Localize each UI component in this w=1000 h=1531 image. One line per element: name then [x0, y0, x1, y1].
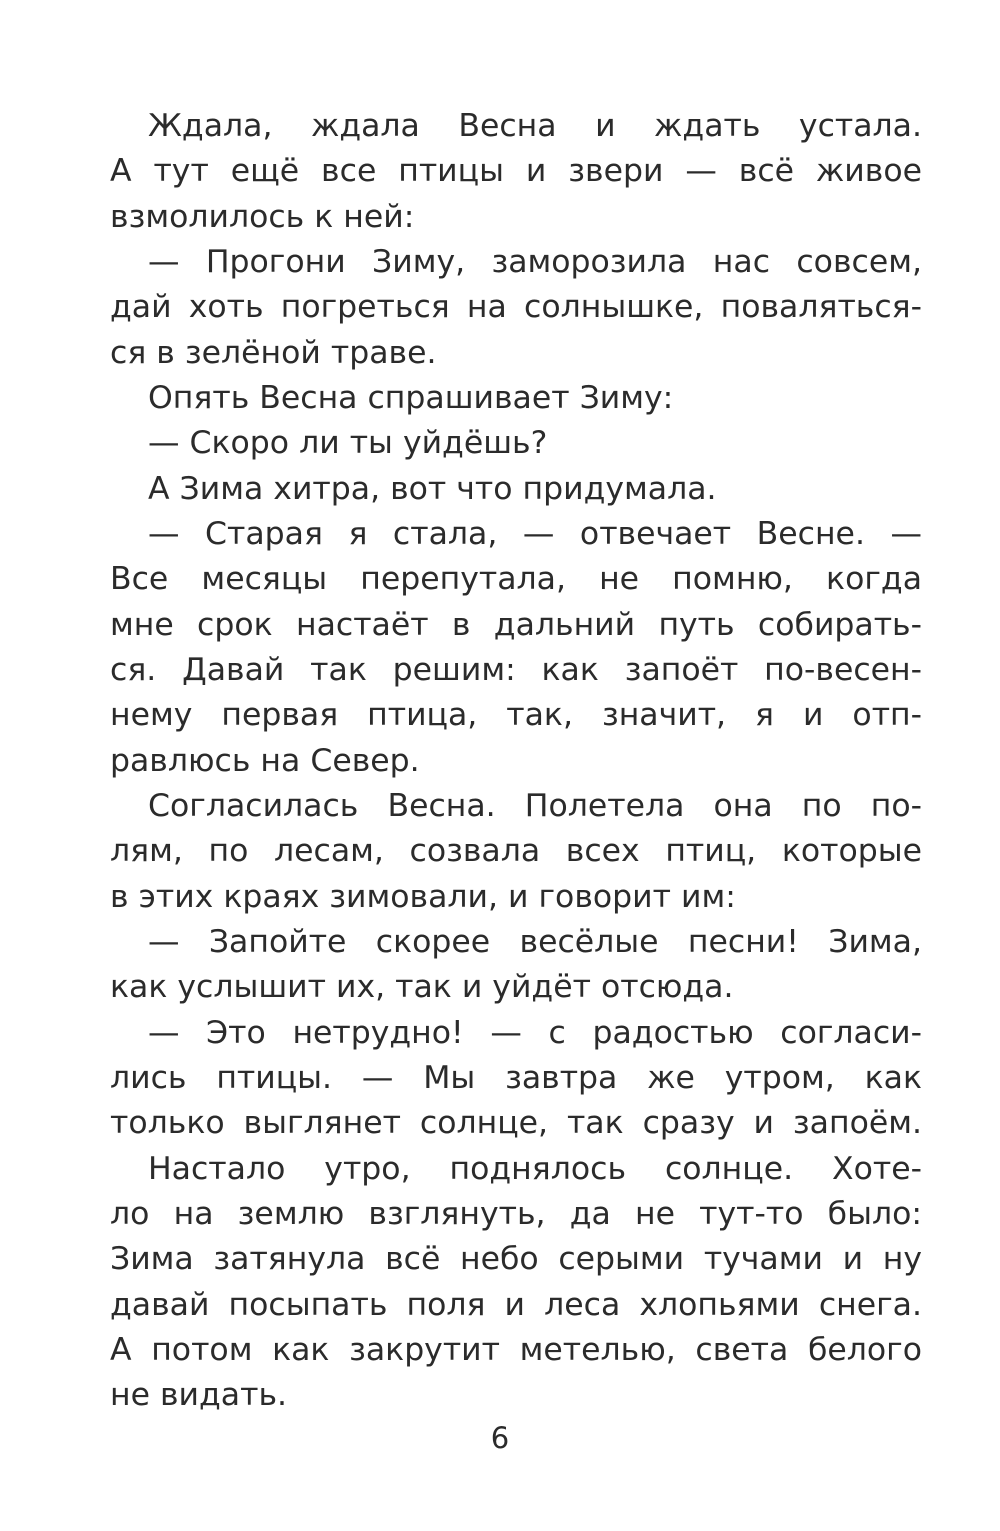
text-line: А Зима хитра, вот что придумала. — [148, 470, 717, 507]
text-line: — Это нетрудно! — с радостью согласи- — [148, 1014, 922, 1051]
page-number: 6 — [490, 1421, 510, 1455]
text-line: Все месяцы перепутала, не помню, когда — [110, 561, 922, 598]
text-line: как услышит их, так и уйдёт отсюда. — [110, 969, 734, 1006]
text-line: — Скоро ли ты уйдёшь? — [148, 425, 548, 462]
text-line: Опять Весна спрашивает Зиму: — [148, 379, 674, 416]
text-line: лям, по лесам, созвала всех птиц, которые — [110, 833, 922, 870]
text-line: только выглянет солнце, так сразу и запоём. — [110, 1105, 922, 1142]
text-line: взмолилось к ней: — [110, 198, 415, 235]
text-line: не видать. — [110, 1377, 288, 1414]
text-line: — Старая я стала, — отвечает Весне. — — [148, 515, 922, 552]
text-line: в этих краях зимовали, и говорит им: — [110, 878, 736, 915]
text-line: — Запойте скорее весёлые песни! Зима, — [148, 923, 922, 960]
text-line: ло на землю взглянуть, да не тут-то было: — [110, 1195, 922, 1232]
text-line: равлюсь на Север. — [110, 742, 420, 779]
text-line: А потом как закрутит метелью, света белого — [110, 1331, 922, 1368]
text-line: нему первая птица, так, значит, я и отп- — [110, 697, 922, 734]
text-line: мне срок настаёт в дальний путь собирать- — [110, 606, 922, 643]
text-line: А тут ещё все птицы и звери — всё живое — [110, 153, 922, 190]
text-line: ся. Давай так решим: как запоёт по-весен- — [110, 651, 922, 688]
text-line: Настало утро, поднялось солнце. Хоте- — [148, 1150, 922, 1187]
text-line: дай хоть погреться на солнышке, поваляться- — [110, 289, 922, 326]
text-line: лись птицы. — Мы завтра же утром, как — [110, 1059, 922, 1096]
text-line: ся в зелёной траве. — [110, 334, 437, 371]
text-line: — Прогони Зиму, заморозила нас совсем, — [148, 243, 922, 280]
text-line: давай посыпать поля и леса хлопьями снега. — [110, 1286, 922, 1323]
text-line: Согласилась Весна. Полетела она по по- — [148, 787, 922, 824]
text-line: Ждала, ждала Весна и ждать устала. — [148, 108, 922, 144]
text-line: Зима затянула всё небо серыми тучами и ну — [110, 1241, 922, 1278]
story-text — [110, 104, 922, 1419]
